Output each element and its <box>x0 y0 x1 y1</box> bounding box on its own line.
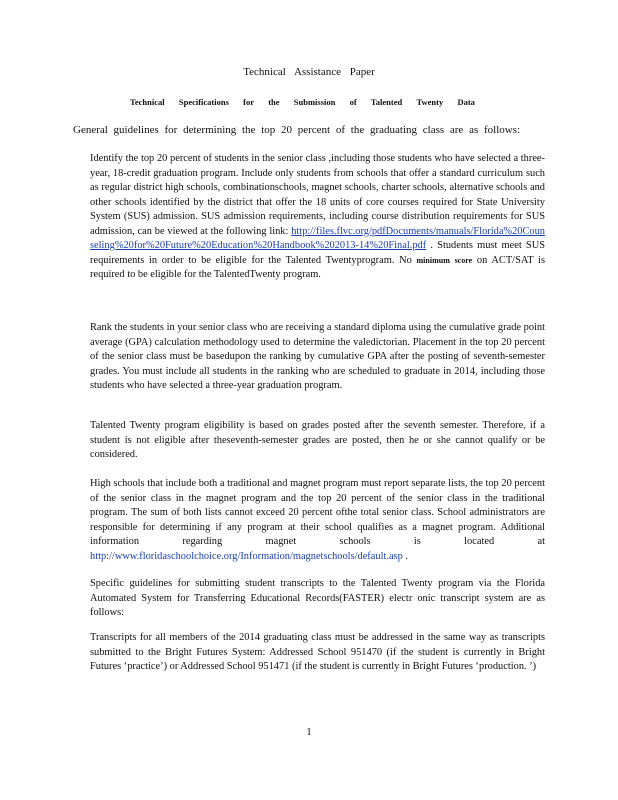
bullet-item-eligibility <box>73 419 545 463</box>
document-subtitle <box>130 97 475 107</box>
subtitle-word: of <box>349 97 357 107</box>
subtitle-word: Data <box>457 97 475 107</box>
subtitle-word: for <box>243 97 254 107</box>
bullet-item-text <box>90 152 545 283</box>
page-number: 1 <box>306 726 312 738</box>
subtitle-word: Technical <box>130 97 165 107</box>
bullet-item-rank <box>73 321 545 394</box>
intro-paragraph: General guidelines for determining the top 20 percent of the graduating class are as follows: <box>73 124 521 136</box>
document-title: Technical Assistance Paper <box>243 66 375 78</box>
subtitle-word: Talented <box>370 97 403 107</box>
item-text-small: score <box>454 255 473 265</box>
item-text: on ACT/SAT is required to be eligible for the TalentedTwenty program. <box>90 254 545 280</box>
subtitle-word: Submission <box>293 97 336 107</box>
bullet-item-text: Rank the students in your senior class who are receiving a standard diploma using the cumulative grade point average (GPA) calculation methodology used to determine the valedictorian. Placement in the top 20 percent of the senior class must be basedupon the ranking by cumulative GPA after the posting of seventh-semester grades. You must include all students in the ranking who are scheduled to graduate in 2014, including those students who have selected a three-year graduation program. <box>90 322 545 391</box>
subtitle-word: Specifications <box>178 97 229 107</box>
subtitle-word: the <box>268 97 280 107</box>
bullet-item-text <box>90 477 545 564</box>
bullet-item-text: Talented Twenty program eligibility is based on grades posted after the seventh semester. Therefore, if a student is not eligible after theseventh-semester grades are posted, then he or she cannot qualify or be considered. <box>90 420 545 460</box>
item-text: . Students must meet SUS requirements in order to be eligible for the Talented Twentyprogram. No <box>90 240 545 266</box>
item-text-small: minimum <box>416 255 450 265</box>
item-text: . <box>405 550 409 562</box>
bullet-item-identify <box>73 152 545 283</box>
sus-handbook-link[interactable]: http://files.flvc.org/pdfDocuments/manuals/Florida%20Counseling%20for%20Future%20Education%20Handbook%202013-14%20Final.pdf <box>90 225 545 251</box>
item-text: High schools that include both a traditional and magnet program must report separate lists, the top 20 percent of the senior class in the magnet program and the top 20 percent of the senior class in the traditional program. The sum of both lists cannot exceed 20 percent ofthe total senior class. School administrators are responsible for determining if any program at their school qualifies as a magnet program. Additional information regarding magnet schools is located at <box>90 478 545 547</box>
subtitle-word: Twenty <box>416 97 444 107</box>
bullet-item-magnet <box>73 477 545 564</box>
specific-guidelines-paragraph: Specific guidelines for submitting student transcripts to the Talented Twenty program via the Florida Automated System for Transferring Educational Records(FASTER) electr onic transcript system are as follows: <box>90 578 545 618</box>
bullet-item-text: Transcripts for all members of the 2014 graduating class must be addressed in the same way as transcripts submitted to the Bright Futures System: Addressed School 951470 (if the student is currently in Bright Futures ‘practice’) or Addressed School 951471 (if the student is currently in Bright Futures ‘production. ’) <box>90 632 545 672</box>
bullet-item-transcripts <box>73 631 545 675</box>
magnet-schools-link[interactable]: http://www.floridaschoolchoice.org/Information/magnetschools/default.asp <box>90 550 403 562</box>
item-text: Identify the top 20 percent of students in the senior class ,including those students who have selected a three-year, 18-credit graduation program. Include only students from schools that offer a standard curriculum such as regular district high schools, combinationschools, magnet schools, charter schools, alternative schools and other schools identified by the district that offer the 18 units of core courses required for State University System (SUS) admission. SUS admission requirements, including course distribution requirements for SUS admission, can be viewed at the following link: <box>90 153 545 237</box>
